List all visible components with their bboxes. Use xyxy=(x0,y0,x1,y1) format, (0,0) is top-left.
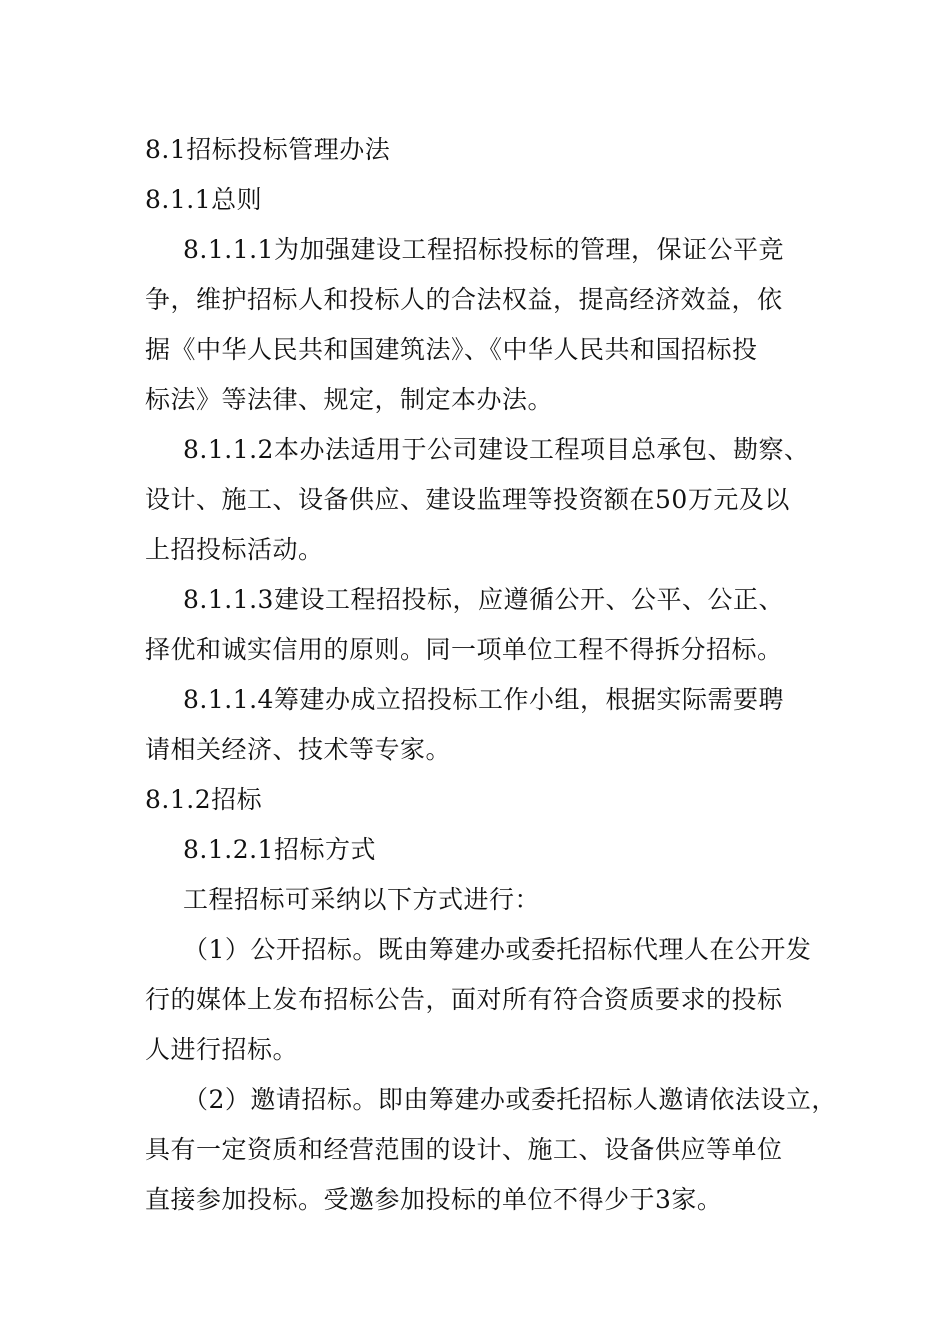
paragraph-8-1-1-3-line-2: 择优和诚实信用的原则。同一项单位工程不得拆分招标。 xyxy=(145,635,783,664)
paragraph-8-1-1-4-line-1: 8.1.1.4筹建办成立招投标工作小组，根据实际需要聘 xyxy=(183,685,784,714)
paragraph-8-1-1-1-line-4: 标法》等法律、规定，制定本办法。 xyxy=(145,385,554,414)
paragraph-8-1-1-2-line-2: 设计、施工、设备供应、建设监理等投资额在50万元及以 xyxy=(145,485,790,514)
intro-paragraph: 工程招标可采纳以下方式进行： xyxy=(183,885,541,914)
paragraph-8-1-1-1-line-2: 争，维护招标人和投标人的合法权益，提高经济效益，依 xyxy=(145,285,783,314)
list-item-2-line-2: 具有一定资质和经营范围的设计、施工、设备供应等单位 xyxy=(145,1135,783,1164)
paragraph-8-1-1-3-line-1: 8.1.1.3建设工程招投标，应遵循公开、公平、公正、 xyxy=(183,585,784,614)
list-item-2-line-1: （2）邀请招标。即由筹建办或委托招标人邀请依法设立， xyxy=(183,1085,837,1114)
section-heading-8-1: 8.1招标投标管理办法 xyxy=(145,135,391,164)
list-item-1-line-2: 行的媒体上发布招标公告，面对所有符合资质要求的投标 xyxy=(145,985,783,1014)
section-heading-8-1-1: 8.1.1总则 xyxy=(145,185,263,214)
paragraph-8-1-1-4-line-2: 请相关经济、技术等专家。 xyxy=(145,735,452,764)
list-item-2-line-3: 直接参加投标。受邀参加投标的单位不得少于3家。 xyxy=(145,1185,723,1214)
list-item-1-line-3: 人进行招标。 xyxy=(145,1035,299,1064)
paragraph-8-1-1-2-line-3: 上招投标活动。 xyxy=(145,535,324,564)
section-heading-8-1-2: 8.1.2招标 xyxy=(145,785,263,814)
paragraph-8-1-1-2-line-1: 8.1.1.2本办法适用于公司建设工程项目总承包、勘察、 xyxy=(183,435,810,464)
list-item-1-line-1: （1）公开招标。既由筹建办或委托招标代理人在公开发 xyxy=(183,935,812,964)
subheading-8-1-2-1: 8.1.2.1招标方式 xyxy=(183,835,376,864)
paragraph-8-1-1-1-line-3: 据《中华人民共和国建筑法》、《中华人民共和国招标投 xyxy=(145,335,758,364)
paragraph-8-1-1-1-line-1: 8.1.1.1为加强建设工程招标投标的管理，保证公平竞 xyxy=(183,235,784,264)
